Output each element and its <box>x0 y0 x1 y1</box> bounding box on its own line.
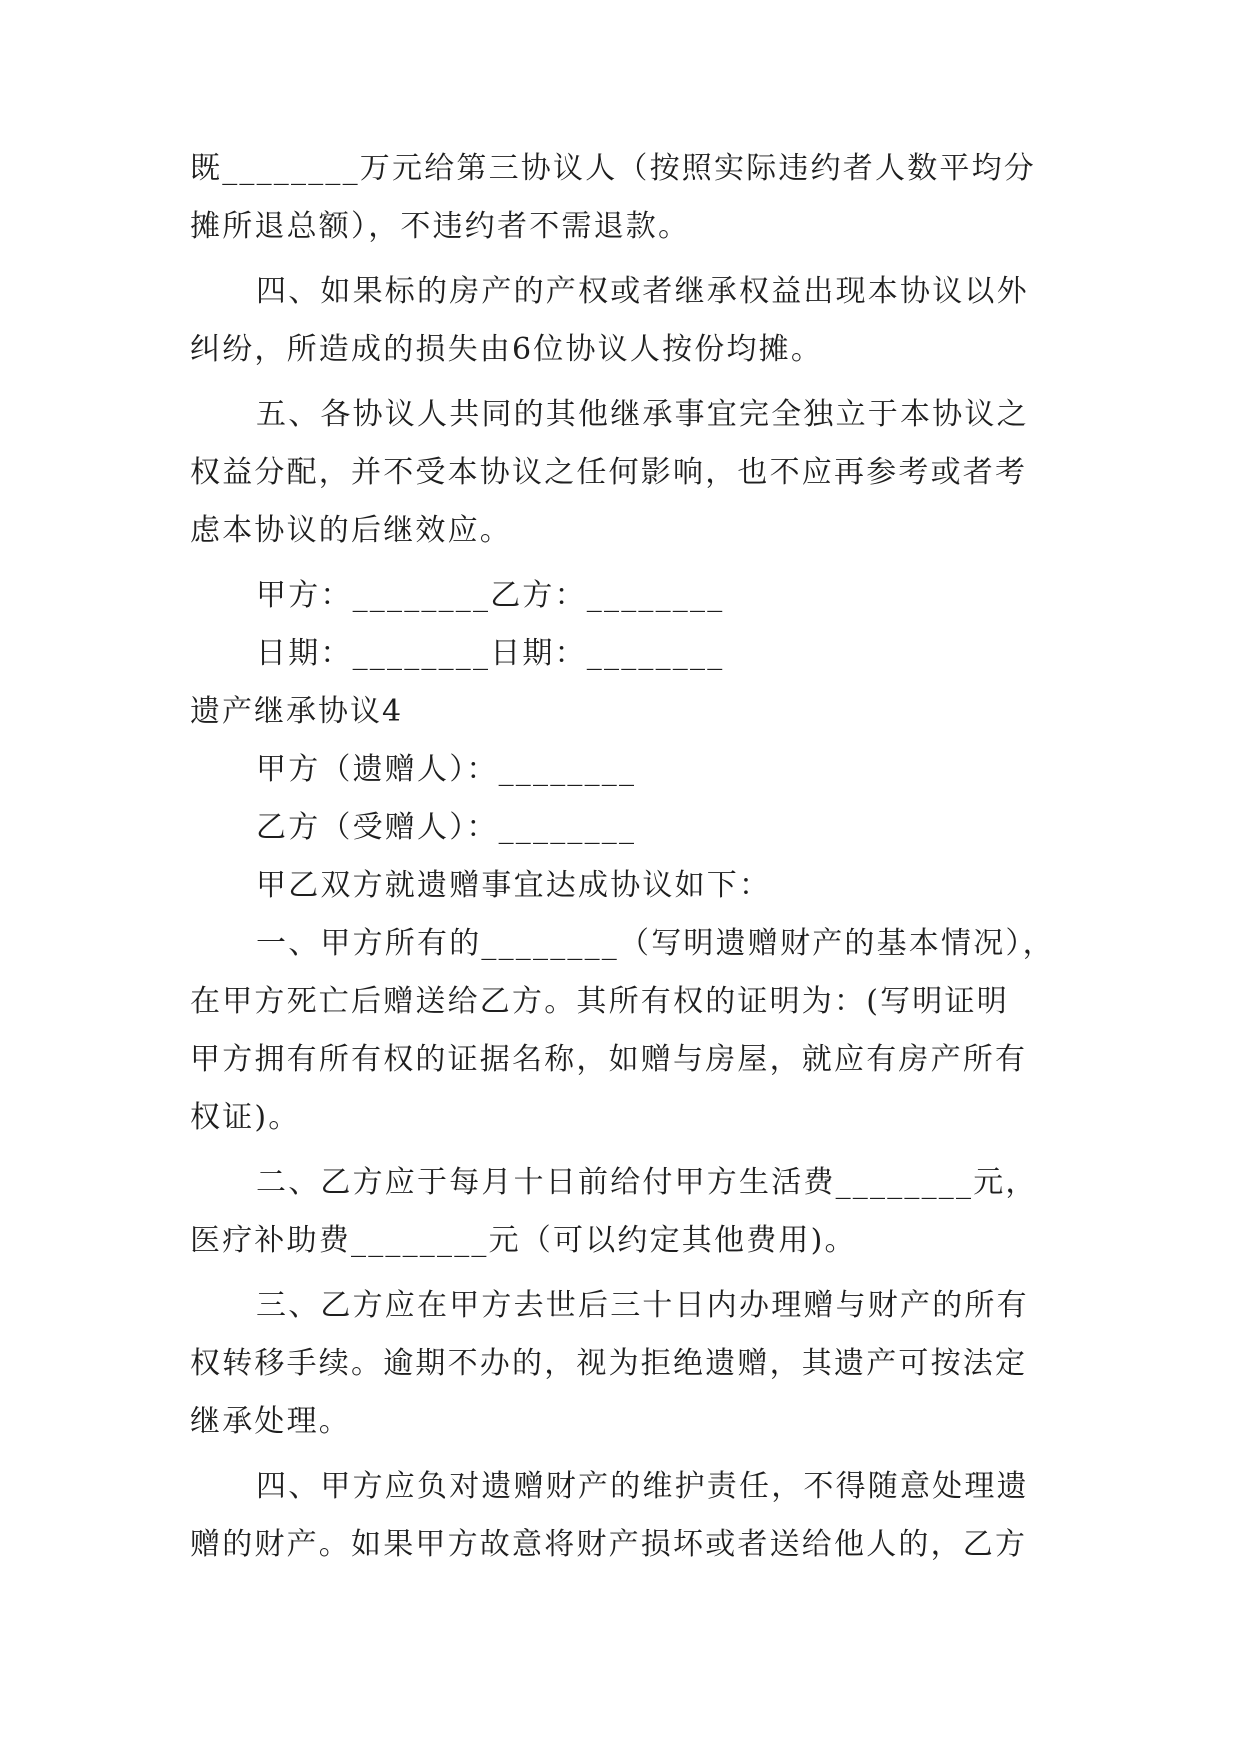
text-line: 甲方：________乙方：________ <box>256 578 725 613</box>
text-line: 甲方拥有所有权的证据名称，如赠与房屋，就应有房产所有 <box>190 1042 1028 1077</box>
paragraph-clause-5-independence <box>190 386 1050 560</box>
paragraph-clause-2-payments <box>190 1154 1050 1270</box>
text-line: 虑本协议的后继效应。 <box>190 513 512 548</box>
text-line: 摊所退总额），不违约者不需退款。 <box>190 209 691 244</box>
paragraph-clause-4-maintenance <box>190 1458 1050 1574</box>
text-line: 权转移手续。逾期不办的，视为拒绝遗赠，其遗产可按法定 <box>190 1346 1028 1381</box>
party-a-line <box>190 741 1050 799</box>
paragraph-clause-3-transfer <box>190 1277 1050 1451</box>
agreement-heading <box>190 683 1050 741</box>
text-line: 四、如果标的房产的产权或者继承权益出现本协议以外 <box>256 274 1029 309</box>
text-line: 赠的财产。如果甲方故意将财产损坏或者送给他人的，乙方 <box>190 1527 1028 1562</box>
text-line: 医疗补助费________元（可以约定其他费用)。 <box>190 1223 857 1258</box>
text-line: 四、甲方应负对遗赠财产的维护责任，不得随意处理遗 <box>256 1469 1029 1504</box>
text-line: 甲方（遗赠人）：________ <box>256 752 637 787</box>
text-line: 五、各协议人共同的其他继承事宜完全独立于本协议之 <box>256 397 1029 432</box>
paragraph-refund-clause <box>190 140 1050 256</box>
text-line: 二、乙方应于每月十日前给付甲方生活费________元， <box>256 1165 1038 1200</box>
text-line: 日期：________日期：________ <box>256 636 725 671</box>
text-line: 在甲方死亡后赠送给乙方。其所有权的证明为：(写明证明 <box>190 984 1009 1019</box>
text-line: 三、乙方应在甲方去世后三十日内办理赠与财产的所有 <box>256 1288 1029 1323</box>
text-line: 甲乙双方就遗赠事宜达成协议如下： <box>256 868 772 903</box>
agreement-intro <box>190 857 1050 915</box>
text-line: 权证)。 <box>190 1100 301 1135</box>
signature-line-dates <box>190 625 1050 683</box>
text-line: 继承处理。 <box>190 1404 351 1439</box>
text-line: 一、甲方所有的________（写明遗赠财产的基本情况）， <box>256 926 1055 961</box>
text-line: 既________万元给第三协议人（按照实际违约者人数平均分 <box>190 151 1036 186</box>
paragraph-clause-4-dispute <box>190 263 1050 379</box>
party-b-line <box>190 799 1050 857</box>
signature-line-parties <box>190 567 1050 625</box>
paragraph-clause-1-bequest <box>190 915 1055 1147</box>
document-body <box>190 140 1055 1574</box>
text-line: 乙方（受赠人）：________ <box>256 810 637 845</box>
text-line: 权益分配，并不受本协议之任何影响，也不应再参考或者考 <box>190 455 1028 490</box>
text-line: 纠纷，所造成的损失由6位协议人按份均摊。 <box>190 332 824 367</box>
section-title: 遗产继承协议4 <box>190 694 404 729</box>
